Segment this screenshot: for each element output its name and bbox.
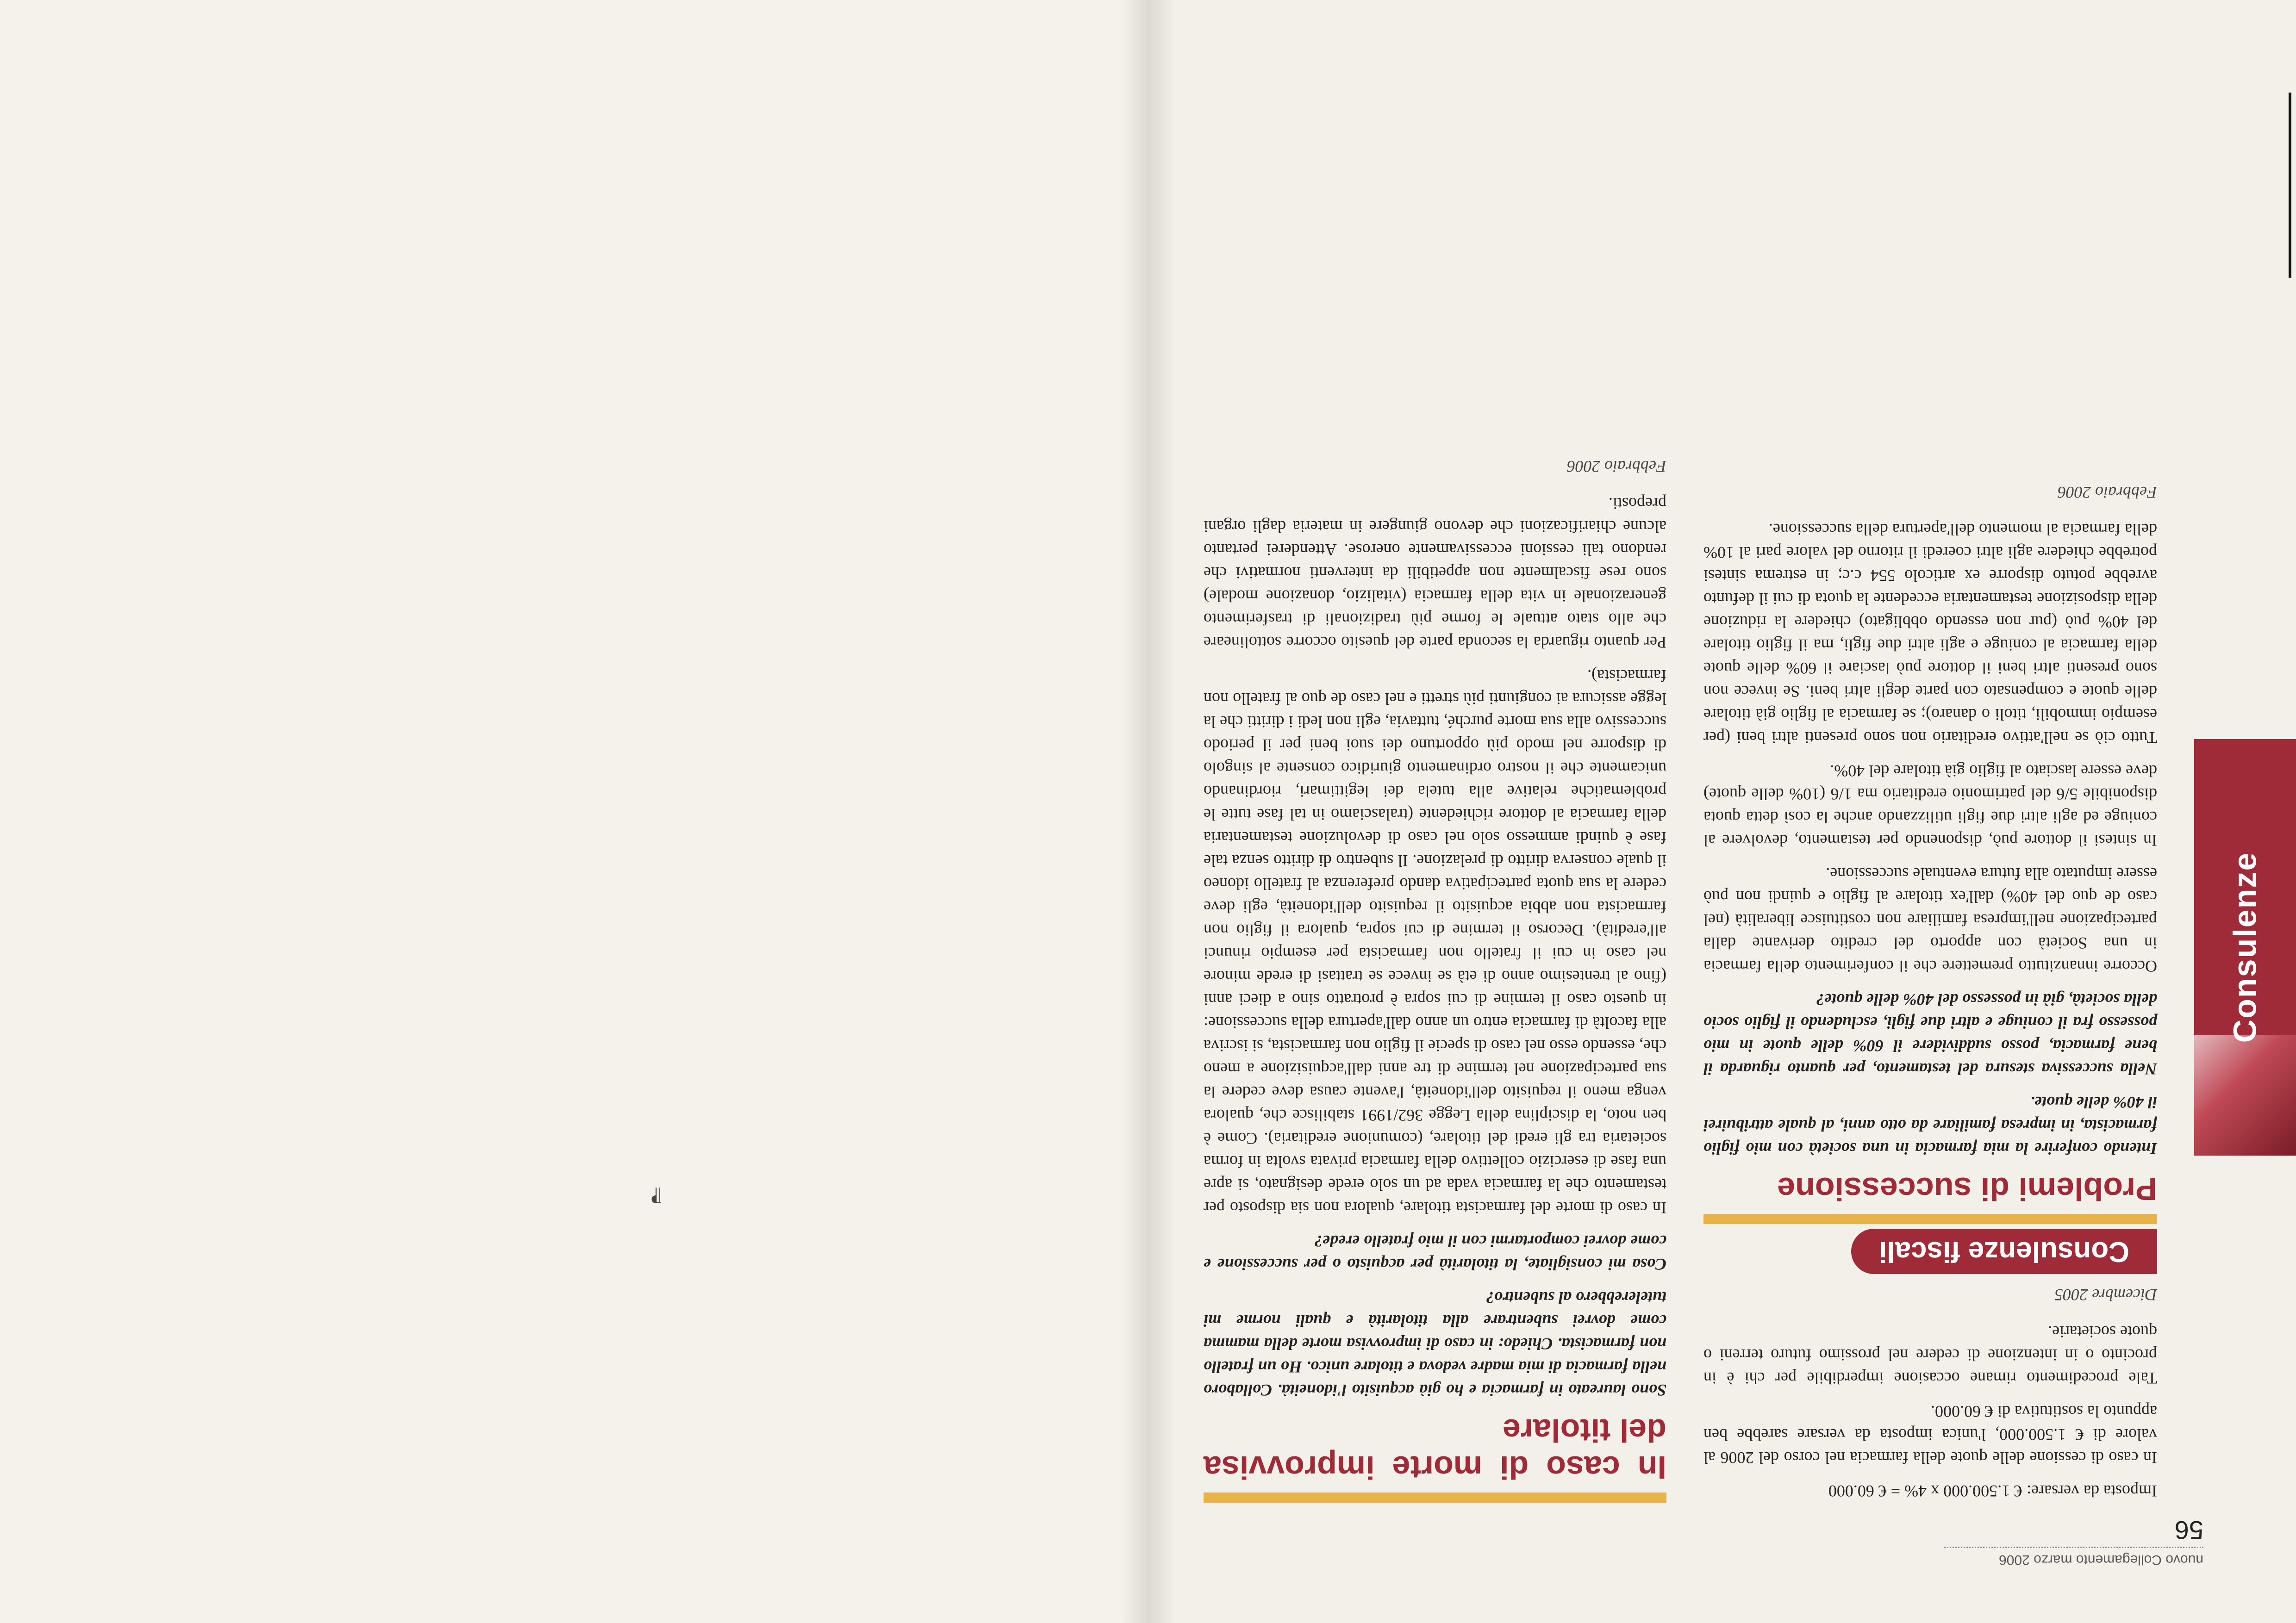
article-heading: In caso di morte improvvisa del titolare	[1204, 1412, 1666, 1503]
running-header-left: nuovo Collegamento marzo 2006	[1944, 1547, 2203, 1567]
paragraph: Imposta da versare: € 1.500.000 x 4% = € 60.000	[1828, 1482, 2157, 1500]
question-text: Intendo conferire la mia farmacia in una società con mio figlio farmacista, in impresa familiare da otto anni, al quale attribuirei il 40% delle quote.	[1703, 1093, 2157, 1158]
page-number-left: 56	[2174, 1516, 2203, 1545]
article-heading: Problemi di successione	[1703, 1170, 2157, 1224]
paragraph: In caso di morte del farmacista titolare, qualora non sia disposto per testamento che la farmacia vada ad un solo erede designato, si apre una fase di esercizio collettivo della farmacia privata svolta in forma societaria tra gli eredi del titolare, (comunione ereditaria). Come è ben noto, la disciplina della Legge 362/1991 stabilisce che, qualora venga meno il requisito dell'idoneità, l'avente causa deve cedere la sua partecipazione nel termine di tre anni dall'acquisizione a meno che, essendo esso nel caso di specie il figlio non farmacista, si iscriva alla facoltà di farmacia entro un anno dall'apertura della successione: in questo caso il termine di cui sopra è protratto sino a dieci anni (fino al trentesimo anno di età se invece se trattasi di erede minore nel caso in cui il fratello non farmacista per esempio rinunci all'eredità). Decorso il termine di cui sopra, qualora il figlio non farmacista non abbia acquisito il requisito dell'idoneità, egli deve cedere la sua quota partecipativa dando preferenza al fratello idoneo il quale conserva diritto di prelazione. Il subentro di diritto senza tale fase è quindi ammesso solo nel caso di devoluzione testamentaria della farmacia al dottore richiedente (tralasciamo in tal fase tutte le problematiche relative alla tutela dei legittimari, riordinando unicamente che il nostro ordinamento giuridico consente al singolo di disporre nel modo più opportuno dei suoi beni per il periodo successivo alla sua morte purché, tuttavia, egli non ledi i diritti che la legge assicura ai congiunti più stretti e nel caso de quo al fratello non farmacista).	[1204, 666, 1666, 1217]
category-tag: Consulenze fiscali	[1851, 1229, 2157, 1274]
date-line: Febbraio 2006	[2058, 483, 2157, 502]
paragraph: Tutto ciò se nell'attivo ereditario non sono presenti altri beni (per esempio immobili, titoli o danaro); se farmacia al figlio già titolare delle quote e compensato con parte degli altri beni. Se invece non sono presenti altri beni il dottore può lasciare il 60% delle quote della farmacia al coniuge e agli altri due figli, ma il figlio titolare del 40% può (pur non essendo obbligato) chiedere la riduzione della disposizione testamentaria eccedente la quota di cui il defunto avrebbe potuto disporre ex articolo 554 c.c; in estrema sintesi potrebbe chiedere agli altri coeredi il ritorno del valore pari al 10% della farmacia al momento dell'apertura della successione.	[1703, 520, 2157, 747]
page-56	[1148, 0, 2296, 1623]
scan-edge-line	[2289, 93, 2291, 278]
question-text: Cosa mi consigliate, la titolarità per acquisto o per successione e come dovrei comportarmi con il mio fratello erede?	[1204, 1232, 1666, 1274]
paragraph: Tale procedimento rimane occasione imperdibile per chi è in procinto o in intenzione di cedere nel prossimo futuro terreni o quote societarie.	[1703, 1323, 2157, 1387]
section-tab-left	[2194, 739, 2296, 1156]
paragraph: In caso di cessione delle quote della farmacia nel corso del 2006 al valore di € 1.500.000, l'unica imposta da versare sarebbe ben appunto la sostitutiva di € 60.000.	[1703, 1402, 2157, 1467]
binding-mark-icon: ⁋	[650, 1185, 662, 1206]
date-line: Dicembre 2005	[2054, 1286, 2157, 1304]
paragraph: Occorre innanzitutto premettere che il conferimento della farmacia in una Società con apporto del credito derivante dalla partecipazione nell'impresa familiare non costituisce liberalità (nel caso de quo del 40%) dall'ex titolare al figlio e quindi non può essere imputato alla futura eventuale successione.	[1703, 864, 2157, 976]
question-text: Nella successiva stesura del testamento, per quanto riguarda il bene farmacia, posso suddividere il 60% delle quote in mio possesso fra il coniuge e altri due figli, escludendo il figlio socio della società, già in possesso del 40% delle quote?	[1703, 990, 2157, 1078]
date-line: Febbraio 2006	[1567, 457, 1666, 476]
book-gutter	[1120, 0, 1176, 1623]
column-left-a	[1703, 472, 2157, 1503]
paragraph: In sintesi il dottore può, disponendo per testamento, devolvere al coniuge ed agli altri due figli utilizzando anche la così detta quota disponibile 5/6 del patrimonio ereditario ma 1/6 (10% delle quote) deve essere lasciato al figlio già titolare del 40%.	[1703, 762, 2157, 850]
section-label-left: Consulenze	[2227, 852, 2263, 1043]
column-left-b	[1204, 446, 1666, 1503]
question-text: Sono laureato in farmacia e ho già acquisito l'idoneità. Collaboro nella farmacia di mia madre vedova e titolare unico. Ho un fratello non farmacista. Chiedo: in caso di improvvisa morte della mamma come dovrei subentrare alla titolarità e quali norme mi tutelerebbero al subentro?	[1204, 1288, 1666, 1399]
paragraph: Per quanto riguarda la seconda parte del quesito occorre sottolineare che allo stato attuale le forme più tradizionali di trasferimento generazionale in vita della farmacia (vitalizio, donazione modale) sono rese fiscalmente non appetibili da interventi normativi che rendono tali cessioni eccessivamente onerose. Attenderei pertanto alcune chiarificazioni che devono giungere in materia dagli organi preposti.	[1204, 494, 1666, 652]
